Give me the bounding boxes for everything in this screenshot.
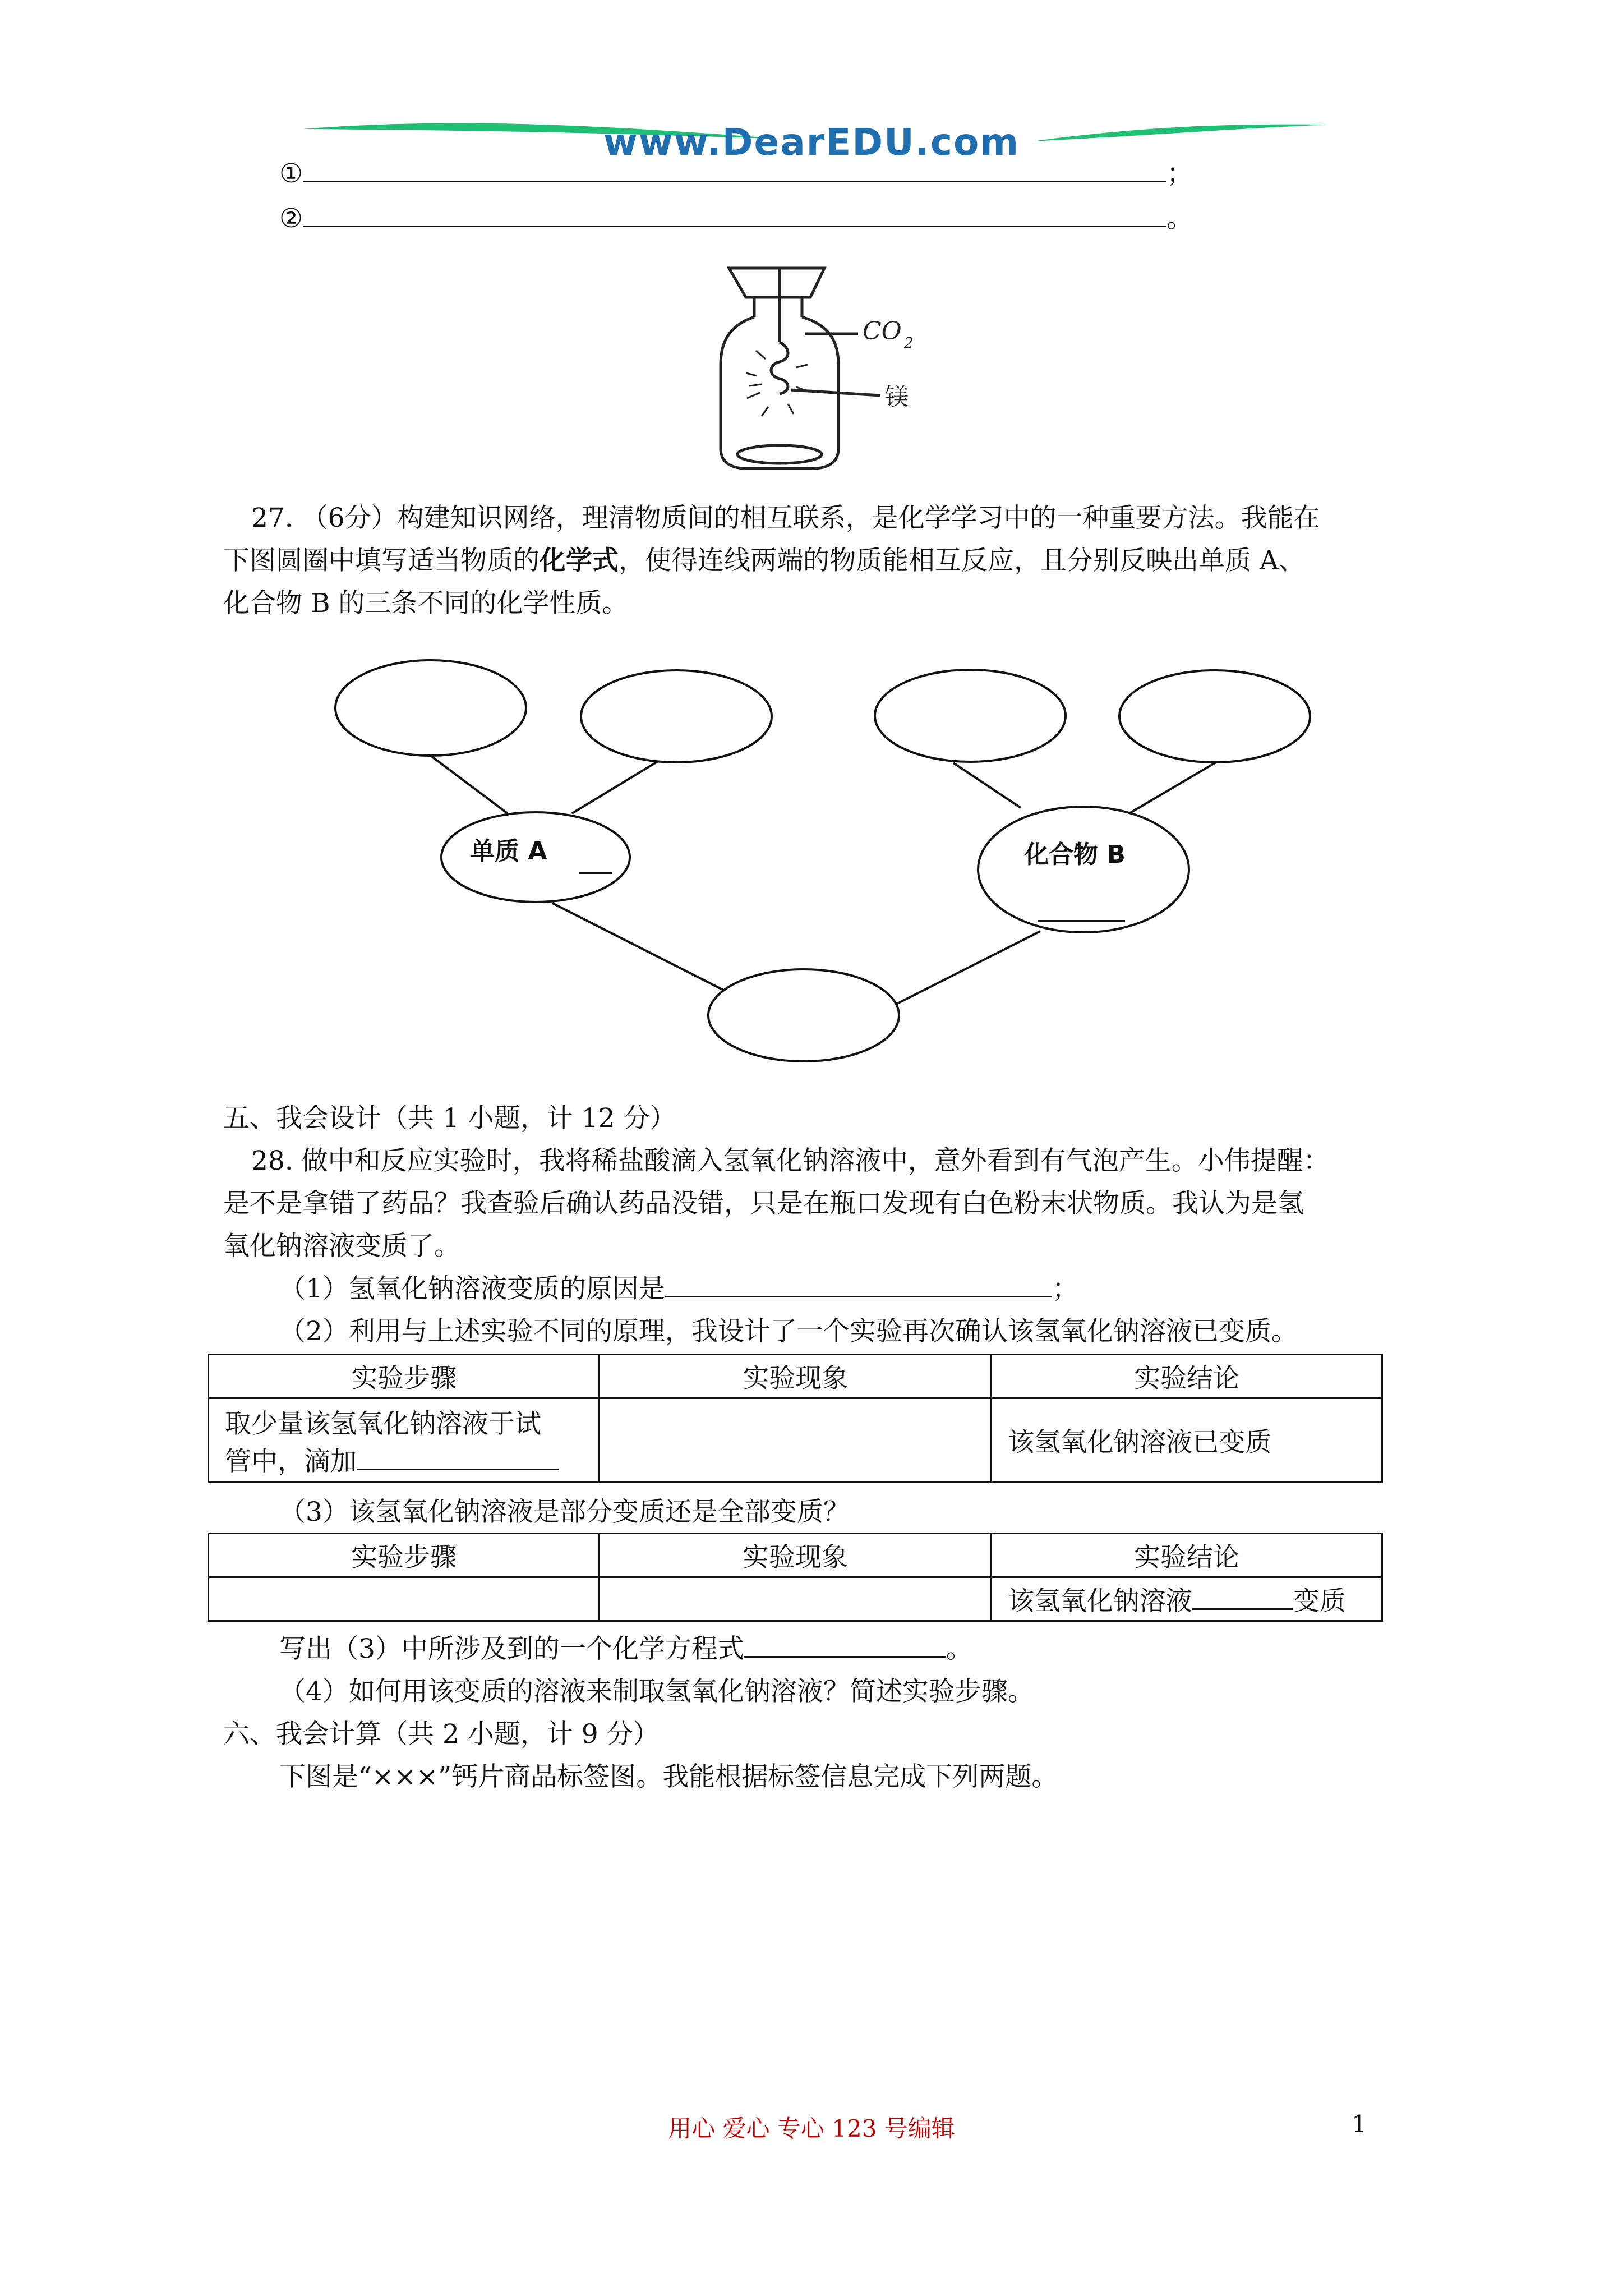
q28-equation-end: 。 bbox=[946, 1634, 972, 1664]
blank-cause[interactable] bbox=[665, 1295, 1052, 1297]
q28-sub2: （2）利用与上述实验不同的原理，我设计了一个实验再次确认该氢氧化钠溶液已变质。 bbox=[279, 1316, 1298, 1347]
q28-equation bbox=[279, 1636, 972, 1662]
table1-phenomenon-cell[interactable] bbox=[600, 1398, 992, 1483]
link-b-circle4 bbox=[1124, 760, 1220, 816]
node-b-label: 化合物 B bbox=[1024, 840, 1126, 869]
line-end-2: 。 bbox=[1166, 203, 1193, 234]
blank-reagent[interactable] bbox=[357, 1468, 559, 1470]
section5-title: 五、我会设计（共 1 小题，计 12 分） bbox=[223, 1103, 676, 1134]
blank-circle-5[interactable] bbox=[708, 969, 899, 1061]
table1-step-line1: 取少量该氢氧化钠溶液于试 bbox=[225, 1408, 541, 1439]
section6-intro: 下图是“×××”钙片商品标签图。我能根据标签信息完成下列两题。 bbox=[279, 1761, 1058, 1792]
link-a-circle2 bbox=[572, 757, 665, 813]
q28-equation-text: 写出（3）中所涉及到的一个化学方程式 bbox=[279, 1634, 744, 1664]
table1-step-line2-text: 管中，滴加 bbox=[225, 1446, 357, 1477]
q28-sub4: （4）如何用该变质的溶液来制取氢氧化钠溶液？简述实验步骤。 bbox=[279, 1676, 1034, 1707]
link-a-circle5 bbox=[552, 903, 729, 993]
q28-line-3: 氧化钠溶液变质了。 bbox=[223, 1231, 460, 1262]
table1-step-cell bbox=[209, 1398, 600, 1483]
table2-conclusion-cell bbox=[991, 1577, 1382, 1621]
q28-sub1-end: ； bbox=[1052, 1273, 1078, 1304]
table1-header-phenomenon: 实验现象 bbox=[600, 1355, 992, 1398]
table2-header-step: 实验步骤 bbox=[209, 1534, 600, 1577]
link-b-circle5 bbox=[896, 931, 1040, 1004]
node-compound-b bbox=[978, 807, 1189, 932]
knowledge-network-diagram bbox=[0, 0, 1623, 1077]
marker-1: ① bbox=[279, 158, 303, 189]
footer-credit: 用心 爱心 专心 123 号编辑 bbox=[668, 2115, 955, 2142]
blank-extent[interactable] bbox=[1192, 1608, 1293, 1610]
q27-line-3: 化合物 B 的三条不同的化学性质。 bbox=[223, 588, 629, 619]
blank-circle-4[interactable] bbox=[1119, 670, 1310, 762]
blank-circle-1[interactable] bbox=[335, 660, 526, 756]
co2-subscript: 2 bbox=[904, 335, 914, 352]
line-end-1: ； bbox=[1166, 158, 1193, 189]
blank-equation[interactable] bbox=[744, 1655, 946, 1658]
q28-line-1: 28. 做中和反应实验时，我将稀盐酸滴入氢氧化钠溶液中，意外看到有气泡产生。小伟提醒： bbox=[251, 1145, 1330, 1176]
table2-step-cell[interactable] bbox=[209, 1577, 600, 1621]
q27-line-2-post: ，使得连线两端的物质能相互反应，且分别反映出单质 A、 bbox=[619, 545, 1305, 576]
marker-2: ② bbox=[279, 203, 303, 234]
q27-keyword: 化学式 bbox=[540, 545, 619, 576]
experiment-table-2 bbox=[208, 1533, 1383, 1622]
blank-circle-3[interactable] bbox=[875, 670, 1066, 762]
link-b-circle3 bbox=[953, 763, 1021, 808]
magnesium-label: 镁 bbox=[885, 383, 909, 411]
table2-phenomenon-cell[interactable] bbox=[599, 1577, 991, 1621]
table1-step-line2 bbox=[225, 1441, 583, 1478]
table1-header-step: 实验步骤 bbox=[209, 1355, 600, 1398]
table2-conclusion-pre: 该氢氧化钠溶液 bbox=[1007, 1586, 1192, 1617]
q27-line-2-pre: 下图圆圈中填写适当物质的 bbox=[223, 545, 540, 576]
node-a-label: 单质 A bbox=[470, 837, 547, 866]
q28-sub1 bbox=[279, 1273, 1078, 1304]
page-number: 1 bbox=[1352, 2110, 1367, 2138]
table2-header-phenomenon: 实验现象 bbox=[599, 1534, 991, 1577]
q28-line-2: 是不是拿错了药品？我查验后确认药品没错，只是在瓶口发现有白色粉末状物质。我认为是氢 bbox=[223, 1188, 1304, 1219]
table1-conclusion-cell: 该氢氧化钠溶液已变质 bbox=[992, 1398, 1382, 1483]
experiment-table-1 bbox=[208, 1354, 1383, 1483]
table2-header-conclusion: 实验结论 bbox=[991, 1534, 1382, 1577]
site-logo-text: www.DearEDU.com bbox=[603, 121, 1020, 164]
blank-circle-2[interactable] bbox=[581, 670, 772, 762]
table2-conclusion-post: 变质 bbox=[1293, 1586, 1346, 1617]
q28-sub3: （3）该氢氧化钠溶液是部分变质还是全部变质？ bbox=[279, 1497, 850, 1527]
table1-header-conclusion: 实验结论 bbox=[992, 1355, 1382, 1398]
q27-line-1: 27. （6分）构建知识网络，理清物质间的相互联系，是化学学习中的一种重要方法。我能在 bbox=[251, 503, 1320, 533]
section6-title: 六、我会计算（共 2 小题，计 9 分） bbox=[223, 1719, 660, 1750]
co2-label: CO bbox=[863, 317, 902, 346]
link-a-circle1 bbox=[429, 754, 508, 813]
q28-sub1-text: （1）氢氧化钠溶液变质的原因是 bbox=[279, 1273, 665, 1304]
